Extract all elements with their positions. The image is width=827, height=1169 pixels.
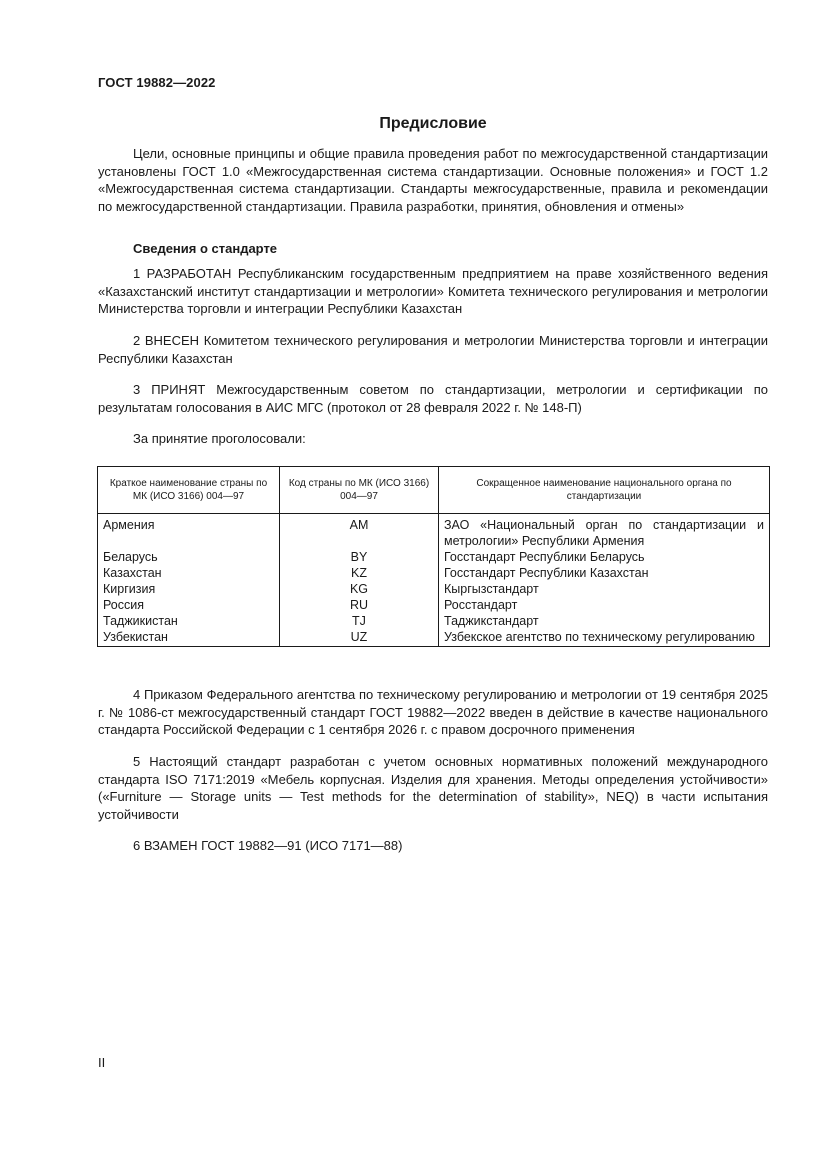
table-row (98, 549, 770, 565)
item-6-paragraph: 6 ВЗАМЕН ГОСТ 19882—91 (ИСО 7171—88) (133, 838, 403, 853)
voted-label: За принятие проголосовали: (133, 431, 306, 446)
table-row (98, 629, 770, 647)
header-body: Сокращенное наименование национального органа по стандартизации (439, 467, 770, 514)
table-header-row (98, 467, 770, 514)
cell-country: Россия (98, 597, 280, 613)
cell-country: Армения (98, 514, 280, 550)
page-number: II (98, 1055, 106, 1070)
cell-code: KZ (280, 565, 439, 581)
section-subheading: Сведения о стандарте (133, 241, 278, 256)
table-row (98, 565, 770, 581)
item-2-paragraph: 2 ВНЕСЕН Комитетом технического регулирования и метрологии Министерства торговли и интеграции Республики Казахстан (98, 333, 768, 366)
table-row (98, 597, 770, 613)
table-row (98, 613, 770, 629)
item-5-paragraph: 5 Настоящий стандарт разработан с учетом основных нормативных положений международного стандарта ISO 7171:2019 «Мебель корпусная. Изделия для хранения. Методы определения устойчивости» («Furniture — Storage units — Test methods for the determination of stability», NEQ) в части испытания устойчивости (98, 754, 768, 822)
header-country: Краткое наименование страны по МК (ИСО 3166) 004—97 (98, 467, 280, 514)
cell-body: Узбекское агентство по техническому регулированию (439, 629, 770, 647)
cell-code: BY (280, 549, 439, 565)
cell-body: Кыргызстандарт (439, 581, 770, 597)
table-row (98, 514, 770, 550)
cell-country: Узбекистан (98, 629, 280, 647)
page-title: Предисловие (379, 115, 487, 132)
item-4-paragraph: 4 Приказом Федерального агентства по техническому регулированию и метрологии от 19 сентября 2025 г. № 1086-ст межгосударственный стандарт ГОСТ 19882—2022 введен в действие в качестве национального стандарта Российской Федерации с 1 сентября 2026 г. с правом досрочного применения (98, 687, 768, 738)
cell-country: Киргизия (98, 581, 280, 597)
cell-body: Госстандарт Республики Беларусь (439, 549, 770, 565)
document-code: ГОСТ 19882—2022 (98, 75, 216, 90)
cell-body: ЗАО «Национальный орган по стандартизации и метрологии» Республики Армения (439, 514, 770, 550)
cell-code: UZ (280, 629, 439, 647)
cell-code: TJ (280, 613, 439, 629)
cell-country: Казахстан (98, 565, 280, 581)
cell-code: RU (280, 597, 439, 613)
header-code: Код страны по МК (ИСО 3166) 004—97 (280, 467, 439, 514)
cell-code: AM (280, 514, 439, 550)
cell-code: KG (280, 581, 439, 597)
cell-body: Росстандарт (439, 597, 770, 613)
cell-country: Беларусь (98, 549, 280, 565)
cell-body: Госстандарт Республики Казахстан (439, 565, 770, 581)
table-row (98, 581, 770, 597)
cell-body: Таджикстандарт (439, 613, 770, 629)
voting-table (97, 466, 770, 647)
item-1-paragraph: 1 РАЗРАБОТАН Республиканским государственным предприятием на праве хозяйственного ведения «Казахстанский институт стандартизации и метрологии» Комитета технического регулирования и метрологии Министерства торговли и интеграции Республики Казахстан (98, 266, 768, 317)
cell-country: Таджикистан (98, 613, 280, 629)
intro-paragraph: Цели, основные принципы и общие правила проведения работ по межгосударственной стандартизации установлены ГОСТ 1.0 «Межгосударственная система стандартизации. Основные положения» и ГОСТ 1.2 «Межгосударственная система стандартизации. Стандарты межгосударственные, правила и рекомендации по межгосударственной стандартизации. Правила разработки, принятия, обновления и отмены» (98, 146, 768, 214)
item-3-paragraph: 3 ПРИНЯТ Межгосударственным советом по стандартизации, метрологии и сертификации по результатам голосования в АИС МГС (протокол от 28 февраля 2022 г. № 148-П) (98, 382, 768, 415)
